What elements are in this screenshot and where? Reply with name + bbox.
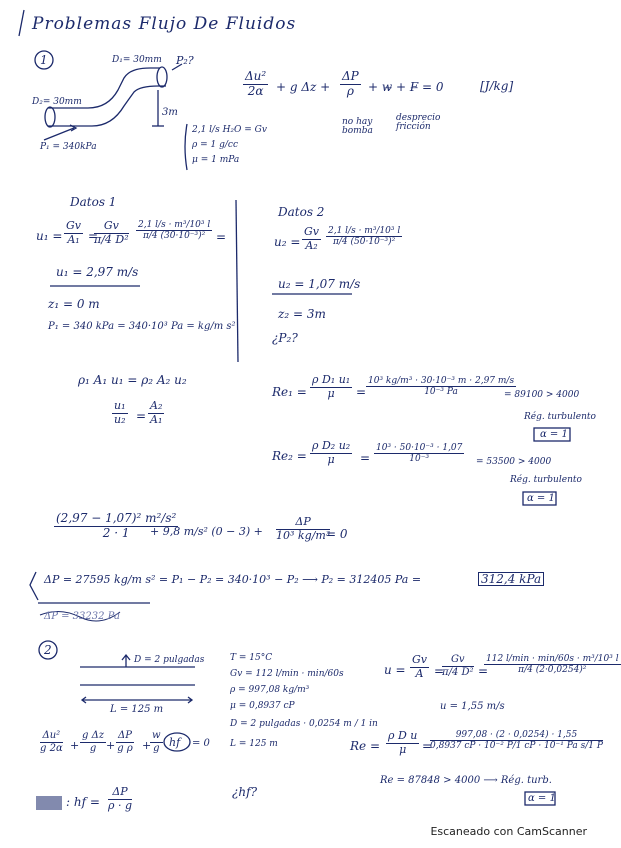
p2-flow: Gv = 112 l/min · min/60s <box>230 669 344 679</box>
continuity-eq-sign: = <box>136 409 147 423</box>
p2-energy-end: = 0 <box>192 738 210 749</box>
u1-result: u₁ = 2,97 m/s <box>56 265 139 279</box>
p2-u-frac-2: $\frac{Gv}{\text{π/4 D²}}$ <box>442 654 474 678</box>
fig-d2-label: D₂= 30mm <box>32 97 82 107</box>
p2-energy-pressure: $\frac{\Delta P}{\text{g ρ}}$ <box>117 730 133 754</box>
re1-frac-1: $\frac{\text{ρ D₁ u₁}}{\mu}$ <box>312 373 351 400</box>
fig-height-label: 3m <box>162 107 178 118</box>
energy-term-kinetic: $\frac{\text{Δu²}}{2\alpha}$ <box>245 69 267 98</box>
re2-frac-2: $\frac{\text{10³ · 50·10⁻³ · 1,07}}{\text{10⁻³}}$ <box>376 443 463 465</box>
p2-density: ρ = 997,08 kg/m³ <box>230 685 310 695</box>
p1-value: P₁ = 340 kPa = 340·10³ Pa = kg/m s² <box>48 321 236 332</box>
re1-lhs: Re₁ = <box>272 385 307 399</box>
p2-viscosity: μ = 0,8937 cP <box>230 701 295 711</box>
energy-term-work-friction: + w̶ + F̶ = 0 <box>368 80 444 94</box>
re2-lhs: Re₂ = <box>272 449 307 463</box>
fig2-length: L = 125 m <box>110 704 164 715</box>
p2-u-result: u = 1,55 m/s <box>440 701 505 712</box>
subst-middle: + 9,8 m/s² (0 − 3) + <box>150 525 263 538</box>
p2-u-lhs: u = <box>384 663 406 677</box>
re1-alpha: α = 1 <box>540 429 568 440</box>
ink-blot <box>36 796 62 810</box>
continuity-eq: ρ₁ A₁ u₁ = ρ₂ A₂ u₂ <box>78 373 187 387</box>
note-no-pump: no hay bomba <box>342 117 373 136</box>
p2-hf-frac: $\frac{\Delta P}{\rho \cdot g}$ <box>108 785 132 812</box>
energy-units: [J/kg] <box>480 79 514 93</box>
fig-p2-question: P₂? <box>176 54 194 67</box>
u1-frac-3: $\frac{\text{2,1 l/s · m³/10³ l}}{\text{π/4 (30·10⁻³)²}}$ <box>138 220 211 242</box>
data1-heading: Datos 1 <box>70 195 117 209</box>
re1-eq: = <box>356 385 367 399</box>
p2-length: L = 125 m <box>230 739 278 749</box>
re2-alpha: α = 1 <box>527 493 555 504</box>
u1-eq2: = <box>216 230 227 244</box>
data2-heading: Datos 2 <box>278 205 325 219</box>
fig-flow-label: 2,1 l/s H₂O = Gv <box>192 125 267 135</box>
problem1-number: 1 <box>40 53 48 67</box>
energy-term-potential: + g Δz + <box>276 80 331 94</box>
note-no-friction: desprecio fricción <box>396 113 441 132</box>
p2-u-eq: = <box>434 664 445 678</box>
u1-frac-1: $\frac{Gv}{\text{A₁}}$ <box>66 219 82 246</box>
p2-re-lhs: Re = <box>350 739 381 753</box>
result-boxed: 312,4 kPa <box>478 572 544 586</box>
p2-u-frac-3: 112 l/min · min/60s · m³/10³ l π/4 (2·0,0254)² <box>486 654 619 676</box>
subst-kinetic: $\frac{\text{(2,97 − 1,07)² m²/s²}}{2 \cdot 1}$ <box>56 511 177 540</box>
p2-hf-lhs: : hf = <box>66 795 100 809</box>
p2-re-result: Re = 87848 > 4000 ⟶ Rég. turb. <box>380 775 552 786</box>
u1-frac-2: $\frac{Gv}{\text{π/4 D²}}$ <box>94 219 129 246</box>
u1-eq: = <box>88 229 99 243</box>
p2-energy-hf: hf <box>169 736 181 749</box>
z1-value: z₁ = 0 m <box>48 297 100 311</box>
p2-energy-plus-2: + <box>106 739 116 752</box>
re1-regime: Rég. turbulento <box>524 412 596 422</box>
p2-unknown: ¿P₂? <box>272 331 298 345</box>
p2-energy-plus-3: + <box>142 739 152 752</box>
result-scribble: ΔP = 33232 Pa <box>44 611 120 622</box>
p2-re-frac-1: $\frac{\text{ρ D u}}{\mu}$ <box>388 729 418 756</box>
fig-d1-label: D₁= 30mm <box>112 55 162 65</box>
camscanner-watermark: Escaneado con CamScanner <box>430 825 587 838</box>
fig-density-label: ρ = 1 g/cc <box>192 140 239 150</box>
continuity-rhs: $\frac{\text{A₂}}{\text{A₁}}$ <box>150 399 163 426</box>
u1-lhs: u₁ = <box>36 229 63 243</box>
header-slash <box>19 10 24 36</box>
fig-p1-label: P₁ = 340kPa <box>40 142 97 152</box>
u2-result: u₂ = 1,07 m/s <box>278 277 361 291</box>
p2-u-eq2: = <box>478 664 489 678</box>
re2-eq: = <box>360 451 371 465</box>
energy-term-pressure: $\frac{\Delta P}{\rho}$ <box>342 69 359 98</box>
continuity-lhs: $\frac{\text{u₁}}{\text{u₂}}$ <box>114 399 126 426</box>
subst-end: = 0 <box>326 527 348 541</box>
re2-frac-1: $\frac{\text{ρ D₂ u₂}}{\mu}$ <box>312 439 351 466</box>
p2-re-alpha: α = 1 <box>528 793 556 804</box>
re1-result: = 89100 > 4000 <box>504 390 580 400</box>
page-title: Problemas Flujo De Fluidos <box>32 14 297 34</box>
fig-viscosity-label: μ = 1 mPa <box>192 155 240 165</box>
p2-re-frac-2: $\frac{997,08 \cdot (2 \cdot 0,0254) \cdot 1,55}{\text{0,8937 cP · 10⁻² P/1 cP · 10⁻¹ Pa s/1 P}}$ <box>430 730 603 752</box>
re2-result: = 53500 > 4000 <box>476 457 552 467</box>
p2-re-eq: = <box>422 739 433 753</box>
u2-lhs: u₂ = <box>274 235 301 249</box>
re1-frac-2: $\frac{\text{10³ kg/m³ · 30·10⁻³ m · 2,97 m/s}}{\text{10⁻³ Pa}}$ <box>368 376 515 398</box>
fig2-diameter: D = 2 pulgadas <box>134 655 205 665</box>
p2-energy-kinetic: $\frac{\text{Δu²}}{g 2\alpha}$ <box>40 730 63 754</box>
p2-diameter: D = 2 pulgadas · 0,0254 m / 1 in <box>230 719 378 729</box>
data-divider <box>236 200 238 362</box>
p2-u-frac-1: $\frac{Gv}{A}$ <box>412 653 428 680</box>
p2-hf-unknown: ¿hf? <box>232 785 258 799</box>
subst-pressure: $\frac{\Delta P}{\text{10³ kg/m³}}$ <box>276 515 331 542</box>
problem1-data-bracket <box>185 124 187 170</box>
z2-value: z₂ = 3m <box>278 307 326 321</box>
result-line: ΔP = 27595 kg/m s² = P₁ − P₂ = 340·10³ − P₂ ⟶ P₂ = 312405 Pa = <box>44 573 422 586</box>
u2-frac-2: $\frac{\text{2,1 l/s · m³/10³ l}}{\text{π/4 (50·10⁻³)²}}$ <box>328 226 401 248</box>
result-bracket <box>30 572 38 600</box>
problem2-number: 2 <box>44 643 52 657</box>
u2-frac-1: $\frac{Gv}{\text{A₂}}$ <box>304 225 320 252</box>
p2-energy-plus-1: + <box>70 739 80 752</box>
p2-energy-potential: $\frac{\text{g Δz}}{g}$ <box>82 730 105 754</box>
p2-energy-work: $\frac{w}{g}$ <box>152 730 161 754</box>
p2-temperature: T = 15°C <box>230 653 273 663</box>
re2-regime: Rég. turbulento <box>510 475 582 485</box>
